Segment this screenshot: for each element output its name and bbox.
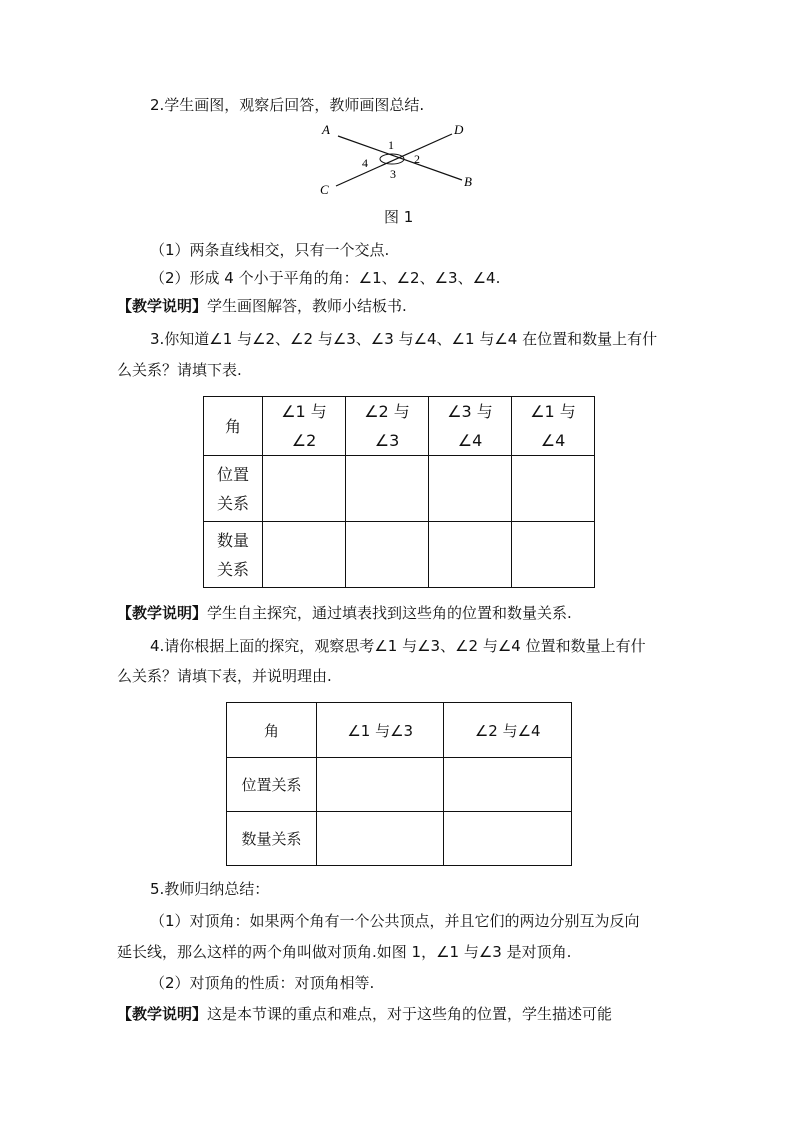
paragraph-point-2: （2）形成 4 个小于平角的角：∠1、∠2、∠3、∠4. [150,269,501,287]
label-angle-2: 2 [414,152,420,166]
teaching-note-label: 【教学说明】 [117,604,208,622]
table-cell[interactable] [512,522,595,588]
table2-header-1-3: ∠1 与∠3 [316,703,444,758]
teaching-note-label: 【教学说明】 [117,1005,208,1023]
label-b: B [464,174,472,189]
paragraph-definition: （1）对顶角：如果两个角有一个公共顶点，并且它们的两边分别互为反向 [150,912,640,930]
table-cell[interactable] [512,456,595,522]
table2-row-position-label: 位置关系 [227,758,317,812]
table2-row-quantity-label: 数量关系 [227,812,317,866]
line-ab [338,136,462,180]
paragraph-step-5: 5.教师归纳总结： [150,880,270,898]
label-angle-1: 1 [388,138,394,152]
label-angle-4: 4 [362,156,368,170]
teaching-note-text: 这是本节课的重点和难点，对于这些角的位置，学生描述可能 [207,1005,613,1023]
figure-caption: 图 1 [384,208,414,226]
table1-row-position-label: 位置 关系 [204,456,263,522]
table2-header-angle: 角 [227,703,317,758]
label-d: D [454,122,464,137]
paragraph-step-4-cont: 么关系？请填下表，并说明理由. [117,667,332,685]
table-cell[interactable] [429,456,512,522]
table1-header-1-4: ∠1 与 ∠4 [512,397,595,456]
teaching-note-3 [117,1004,612,1024]
table-cell[interactable] [346,456,429,522]
table-cell[interactable] [346,522,429,588]
paragraph-step-4: 4.请你根据上面的探究，观察思考∠1 与∠3、∠2 与∠4 位置和数量上有什 [150,637,646,655]
paragraph-step-3-cont: 么关系？请填下表. [117,361,242,379]
paragraph-step-2: 2.学生画图，观察后回答，教师画图总结. [150,96,425,114]
paragraph-definition-cont: 延长线，那么这样的两个角叫做对顶角.如图 1，∠1 与∠3 是对顶角. [117,943,572,961]
table-cell[interactable] [316,812,444,866]
table-cell[interactable] [263,456,346,522]
label-a: A [322,122,330,137]
intersecting-lines-figure [300,118,500,208]
table1-header-angle: 角 [204,397,263,456]
teaching-note-label: 【教学说明】 [117,297,208,315]
table-cell[interactable] [316,758,444,812]
teaching-note-1 [117,296,407,316]
table-cell[interactable] [429,522,512,588]
table1-header-2-3: ∠2 与 ∠3 [346,397,429,456]
table-cell[interactable] [263,522,346,588]
table1-row-quantity-label: 数量 关系 [204,522,263,588]
teaching-note-text: 学生画图解答，教师小结板书. [207,297,407,315]
table2-header-2-4: ∠2 与∠4 [444,703,572,758]
table-cell[interactable] [444,812,572,866]
table1-header-1-2: ∠1 与 ∠2 [263,397,346,456]
table1-header-3-4: ∠3 与 ∠4 [429,397,512,456]
table-cell[interactable] [444,758,572,812]
paragraph-point-1: （1）两条直线相交，只有一个交点. [150,241,390,259]
teaching-note-2 [117,603,572,623]
angle-relation-table-1 [203,396,595,588]
angle-relation-table-2 [226,702,572,866]
paragraph-property: （2）对顶角的性质：对顶角相等. [150,974,375,992]
paragraph-step-3: 3.你知道∠1 与∠2、∠2 与∠3、∠3 与∠4、∠1 与∠4 在位置和数量上有什 [150,330,658,348]
label-c: C [320,182,329,197]
teaching-note-text: 学生自主探究，通过填表找到这些角的位置和数量关系. [207,604,572,622]
label-angle-3: 3 [390,167,396,181]
